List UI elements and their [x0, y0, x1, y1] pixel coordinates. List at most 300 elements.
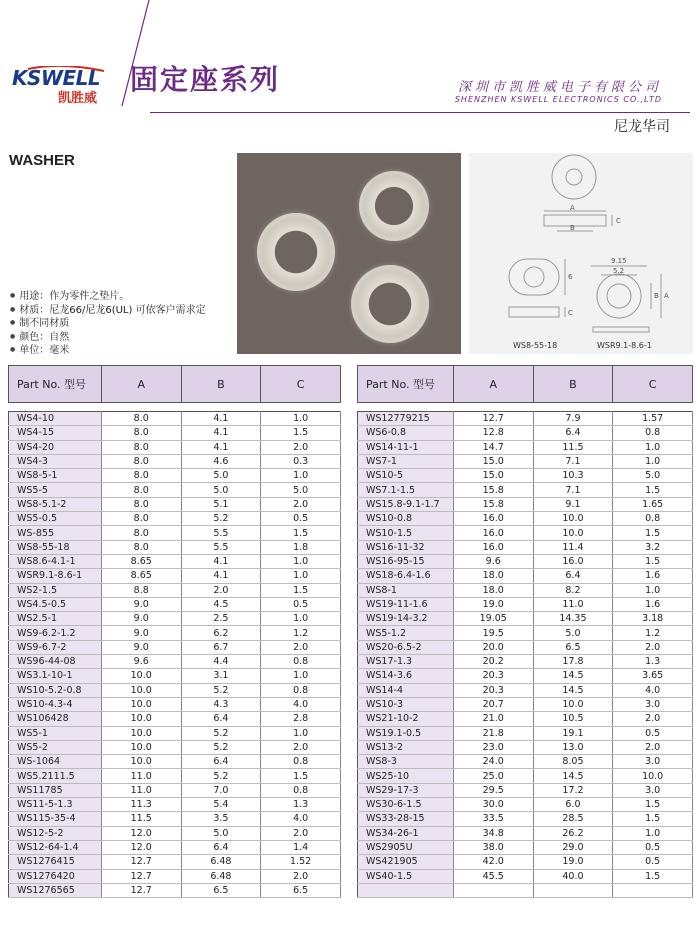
dimension-c-cell: 0.8	[261, 755, 341, 769]
table-row	[358, 769, 693, 783]
part-number-cell: WS10-5	[358, 469, 454, 483]
table-row	[9, 655, 341, 669]
dimension-a-cell: 10.0	[101, 683, 181, 697]
dimension-a-label: A	[664, 292, 669, 300]
dimension-c-cell: 1.0	[613, 826, 693, 840]
part-number-cell: WS17-1.3	[358, 655, 454, 669]
dimension-c-cell: 4.0	[261, 697, 341, 711]
table-row	[358, 783, 693, 797]
part-number-cell: WS5-1	[9, 726, 102, 740]
column-header-part-no: Part No. 型号	[358, 366, 454, 403]
dimension-b-cell: 5.4	[181, 798, 261, 812]
dimension-c-cell: 1.2	[613, 626, 693, 640]
table-row	[358, 826, 693, 840]
table-row	[358, 583, 693, 597]
table-row	[358, 726, 693, 740]
dimension-b-cell: 13.0	[533, 740, 613, 754]
table-row	[9, 540, 341, 554]
dimension-a-cell: 8.0	[101, 497, 181, 511]
company-name-cn: 深圳市凯胜威电子有限公司	[457, 80, 662, 95]
dimension-b-cell: 4.1	[181, 569, 261, 583]
dimension-b-cell: 11.5	[533, 440, 613, 454]
part-number-cell	[358, 883, 454, 897]
dimension-a-cell: 9.6	[101, 655, 181, 669]
part-number-cell: WS34-26-1	[358, 826, 454, 840]
dimension-c-cell: 0.5	[613, 726, 693, 740]
header-rule	[150, 112, 690, 113]
dimension-c-cell: 10.0	[613, 769, 693, 783]
dimension-c-cell: 3.2	[613, 540, 693, 554]
dimension-a-cell: 8.0	[101, 469, 181, 483]
dimension-a-cell: 10.0	[101, 669, 181, 683]
dimension-c-cell	[613, 883, 693, 897]
drawing-label-ws8-55-18: WS8-55-18	[513, 341, 558, 350]
table-row	[9, 726, 341, 740]
dimension-b-cell: 5.2	[181, 512, 261, 526]
dimension-drawing	[469, 153, 693, 354]
dimension-b-cell: 6.2	[181, 626, 261, 640]
dimension-a-cell: 21.0	[453, 712, 533, 726]
dimension-a-cell: 8.65	[101, 569, 181, 583]
table-row	[9, 412, 341, 426]
dimension-a-cell: 11.0	[101, 783, 181, 797]
dimension-c-cell: 0.8	[613, 426, 693, 440]
table-row	[9, 440, 341, 454]
dimension-b-cell: 6.4	[181, 712, 261, 726]
dimension-c-cell: 2.0	[261, 640, 341, 654]
dimension-915-label: 9.15	[611, 257, 627, 265]
part-number-cell: WS5-1.2	[358, 626, 454, 640]
dimension-c-cell: 3.65	[613, 669, 693, 683]
part-number-cell: WS12-64-1.4	[9, 840, 102, 854]
dimension-a-cell: 16.0	[453, 540, 533, 554]
dimension-a-cell: 20.3	[453, 683, 533, 697]
dimension-a-cell: 10.0	[101, 755, 181, 769]
dimension-a-cell: 21.8	[453, 726, 533, 740]
dimension-c-cell: 0.8	[261, 683, 341, 697]
dimension-b-cell: 19.1	[533, 726, 613, 740]
dimension-a-cell: 45.5	[453, 869, 533, 883]
dimension-a-cell: 8.0	[101, 440, 181, 454]
table-row	[9, 883, 341, 897]
dimension-b-cell: 6.4	[533, 569, 613, 583]
dimension-c-cell: 3.0	[613, 755, 693, 769]
dimension-c-cell: 1.5	[261, 426, 341, 440]
dimension-b-cell: 6.4	[533, 426, 613, 440]
dimension-a-cell: 23.0	[453, 740, 533, 754]
technical-drawing	[469, 153, 693, 354]
dimension-a-cell: 19.05	[453, 612, 533, 626]
dimension-a-cell: 10.0	[101, 740, 181, 754]
table-body-right	[358, 412, 693, 898]
feature-item: ● 制不同材质	[10, 318, 206, 332]
dimension-c-cell: 2.0	[261, 740, 341, 754]
dimension-a-cell: 16.0	[453, 526, 533, 540]
part-number-cell: WS1276565	[9, 883, 102, 897]
table-row	[358, 683, 693, 697]
part-number-cell: WS96-44-08	[9, 655, 102, 669]
feature-item: ● 单位：毫米	[10, 345, 206, 359]
dimension-b-cell: 10.0	[533, 697, 613, 711]
dimension-b-cell: 14.5	[533, 669, 613, 683]
part-number-cell: WS3.1-10-1	[9, 669, 102, 683]
dimension-a-cell: 16.0	[453, 512, 533, 526]
part-number-cell: WS115-35-4	[9, 812, 102, 826]
dimension-c-cell: 0.5	[613, 840, 693, 854]
part-number-cell: WS30-6-1.5	[358, 798, 454, 812]
dimension-c-cell: 1.5	[613, 798, 693, 812]
table-row	[9, 597, 341, 611]
table-row	[9, 640, 341, 654]
dimension-c-cell: 1.3	[261, 798, 341, 812]
table-row	[358, 497, 693, 511]
part-number-cell: WS4-10	[9, 412, 102, 426]
table-row	[358, 554, 693, 568]
table-row	[358, 569, 693, 583]
table-row	[9, 712, 341, 726]
table-row	[358, 755, 693, 769]
dimension-c-cell: 3.18	[613, 612, 693, 626]
dimension-a-cell: 8.0	[101, 483, 181, 497]
dimension-c-cell: 2.0	[261, 869, 341, 883]
dimension-c-cell: 1.4	[261, 840, 341, 854]
dimension-b-cell	[533, 883, 613, 897]
dimension-c-cell: 1.0	[261, 469, 341, 483]
table-row	[9, 869, 341, 883]
dimension-b-cell: 17.2	[533, 783, 613, 797]
dimension-b-cell: 40.0	[533, 869, 613, 883]
dimension-b-cell: 14.5	[533, 683, 613, 697]
washer-image	[359, 171, 429, 241]
dimension-c-cell: 1.5	[613, 554, 693, 568]
column-header-a: A	[453, 366, 533, 403]
part-number-cell: WS6-0.8	[358, 426, 454, 440]
feature-item: ● 材质：尼龙66/尼龙6(UL) 可依客户需求定	[10, 305, 206, 319]
dimension-b-cell: 5.0	[181, 483, 261, 497]
dimension-a-cell: 12.0	[101, 840, 181, 854]
dimension-c-cell: 4.0	[613, 683, 693, 697]
table-row	[358, 798, 693, 812]
dimension-b-cell: 29.0	[533, 840, 613, 854]
dimension-b-cell: 26.2	[533, 826, 613, 840]
dimension-b-cell: 14.35	[533, 612, 613, 626]
column-header-c: C	[613, 366, 693, 403]
dimension-a-cell: 8.8	[101, 583, 181, 597]
part-number-cell: WS18-6.4-1.6	[358, 569, 454, 583]
dimension-c-label: C	[616, 217, 621, 225]
table-row	[9, 826, 341, 840]
dimension-b-cell: 7.1	[533, 483, 613, 497]
table-row	[9, 755, 341, 769]
dimension-c-cell: 2.0	[613, 712, 693, 726]
dimension-c-cell: 3.0	[613, 783, 693, 797]
dimension-52-label: 5.2	[613, 267, 625, 275]
table-row	[9, 554, 341, 568]
part-number-cell: WS5-5	[9, 483, 102, 497]
part-number-cell: WS19-11-1.6	[358, 597, 454, 611]
part-number-cell: WS106428	[9, 712, 102, 726]
part-number-cell: WS15.8-9.1-1.7	[358, 497, 454, 511]
dimension-a-cell: 12.8	[453, 426, 533, 440]
dimension-b-cell: 5.0	[181, 826, 261, 840]
table-row	[358, 883, 693, 897]
dimension-c-cell: 1.2	[261, 626, 341, 640]
dimension-c-cell: 1.65	[613, 497, 693, 511]
table-row	[9, 840, 341, 854]
dimension-c-cell: 1.0	[613, 454, 693, 468]
table-row	[358, 855, 693, 869]
dimension-a-label: A	[570, 204, 575, 212]
table-row	[358, 640, 693, 654]
dimension-c-cell: 6.5	[261, 883, 341, 897]
feature-item: ● 颜色：自然	[10, 332, 206, 346]
table-row	[358, 712, 693, 726]
part-number-cell: WS7-1	[358, 454, 454, 468]
dimension-b-cell: 3.5	[181, 812, 261, 826]
dimension-c-cell: 1.52	[261, 855, 341, 869]
part-number-cell: WS5-0.5	[9, 512, 102, 526]
dimension-b-cell: 14.5	[533, 769, 613, 783]
dimension-a-cell: 12.0	[101, 826, 181, 840]
dimension-b-cell: 11.4	[533, 540, 613, 554]
part-number-cell: WS4-15	[9, 426, 102, 440]
part-number-cell: WS10-3	[358, 697, 454, 711]
part-number-cell: WS33-28-15	[358, 812, 454, 826]
table-row	[358, 812, 693, 826]
part-number-cell: WS12-5-2	[9, 826, 102, 840]
dimension-a-cell	[453, 883, 533, 897]
part-number-cell: WS10-4.3-4	[9, 697, 102, 711]
dimension-a-cell: 10.0	[101, 712, 181, 726]
table-row	[9, 697, 341, 711]
dimension-a-cell: 8.0	[101, 512, 181, 526]
dimension-b-cell: 6.48	[181, 855, 261, 869]
dimension-b-cell: 7.9	[533, 412, 613, 426]
table-row	[9, 497, 341, 511]
dimension-a-cell: 8.0	[101, 426, 181, 440]
dimension-6-label: 6	[568, 273, 573, 281]
dimension-b-cell: 10.0	[533, 526, 613, 540]
dimension-a-cell: 18.0	[453, 583, 533, 597]
table-body-left	[9, 412, 341, 898]
table-row	[358, 454, 693, 468]
dimension-c-cell: 1.6	[613, 569, 693, 583]
table-row	[9, 469, 341, 483]
part-number-cell: WS1276415	[9, 855, 102, 869]
logo-chinese-text: 凯胜威	[58, 91, 98, 106]
washer-image	[257, 213, 335, 291]
dimension-c-cell: 3.0	[613, 697, 693, 711]
dimension-c-cell: 1.5	[261, 769, 341, 783]
dimension-a-cell: 25.0	[453, 769, 533, 783]
table-row	[9, 683, 341, 697]
part-number-cell: WS8-5-1	[9, 469, 102, 483]
part-number-cell: WS421905	[358, 855, 454, 869]
table-row	[358, 526, 693, 540]
dimension-b-cell: 17.8	[533, 655, 613, 669]
spec-table-left	[8, 365, 341, 898]
table-row	[9, 526, 341, 540]
dimension-a-cell: 38.0	[453, 840, 533, 854]
part-number-cell: WS13-2	[358, 740, 454, 754]
dimension-a-cell: 9.0	[101, 612, 181, 626]
dimension-b-cell: 8.2	[533, 583, 613, 597]
dimension-a-cell: 24.0	[453, 755, 533, 769]
dimension-c-cell: 1.0	[613, 440, 693, 454]
dimension-a-cell: 20.2	[453, 655, 533, 669]
dimension-b-label: B	[654, 292, 659, 300]
table-row	[358, 469, 693, 483]
dimension-c-label: C	[568, 309, 573, 317]
part-number-cell: WSR9.1-8.6-1	[9, 569, 102, 583]
dimension-a-cell: 8.0	[101, 540, 181, 554]
part-number-cell: WS8-55-18	[9, 540, 102, 554]
part-number-cell: WS-855	[9, 526, 102, 540]
dimension-b-cell: 5.2	[181, 683, 261, 697]
part-number-cell: WS4.5-0.5	[9, 597, 102, 611]
dimension-a-cell: 18.0	[453, 569, 533, 583]
logo-text: KSWELL	[12, 66, 101, 90]
dimension-c-cell: 1.0	[261, 612, 341, 626]
dimension-c-cell: 1.0	[261, 726, 341, 740]
table-row	[9, 483, 341, 497]
drawing-label-wsr9-1: WSR9.1-8.6-1	[597, 341, 652, 350]
table-row	[9, 669, 341, 683]
dimension-a-cell: 30.0	[453, 798, 533, 812]
table-row	[9, 583, 341, 597]
dimension-b-cell: 5.5	[181, 526, 261, 540]
part-number-cell: WS-1064	[9, 755, 102, 769]
table-row	[358, 512, 693, 526]
dimension-b-cell: 10.5	[533, 712, 613, 726]
dimension-b-cell: 4.1	[181, 412, 261, 426]
dimension-a-cell: 8.0	[101, 526, 181, 540]
dimension-b-cell: 10.3	[533, 469, 613, 483]
dimension-b-cell: 4.1	[181, 426, 261, 440]
material-label: 尼龙华司	[614, 119, 670, 135]
dimension-c-cell: 1.0	[261, 669, 341, 683]
dimension-b-cell: 5.5	[181, 540, 261, 554]
table-row	[358, 655, 693, 669]
dimension-c-cell: 5.0	[613, 469, 693, 483]
part-number-cell: WS29-17-3	[358, 783, 454, 797]
dimension-c-cell: 1.5	[613, 812, 693, 826]
dimension-b-cell: 6.4	[181, 755, 261, 769]
table-row	[9, 769, 341, 783]
dimension-a-cell: 20.0	[453, 640, 533, 654]
dimension-b-label: B	[570, 224, 575, 232]
column-header-b: B	[533, 366, 613, 403]
dimension-c-cell: 0.8	[613, 512, 693, 526]
column-header-c: C	[261, 366, 341, 403]
dimension-a-cell: 9.0	[101, 640, 181, 654]
table-row	[358, 740, 693, 754]
dimension-b-cell: 4.4	[181, 655, 261, 669]
dimension-b-cell: 11.0	[533, 597, 613, 611]
table-row	[9, 812, 341, 826]
product-photo	[237, 153, 461, 354]
dimension-c-cell: 1.0	[613, 583, 693, 597]
dimension-c-cell: 1.0	[261, 569, 341, 583]
dimension-a-cell: 12.7	[101, 855, 181, 869]
dimension-a-cell: 11.5	[101, 812, 181, 826]
dimension-a-cell: 14.7	[453, 440, 533, 454]
part-number-cell: WS16-95-15	[358, 554, 454, 568]
dimension-b-cell: 5.0	[533, 626, 613, 640]
dimension-c-cell: 0.8	[261, 655, 341, 669]
part-number-cell: WS11-5-1.3	[9, 798, 102, 812]
dimension-a-cell: 11.3	[101, 798, 181, 812]
dimension-c-cell: 1.5	[613, 869, 693, 883]
table-row	[358, 597, 693, 611]
dimension-a-cell: 42.0	[453, 855, 533, 869]
dimension-a-cell: 15.8	[453, 497, 533, 511]
dimension-a-cell: 8.0	[101, 454, 181, 468]
table-row	[358, 840, 693, 854]
table-row	[358, 669, 693, 683]
dimension-b-cell: 5.2	[181, 740, 261, 754]
dimension-a-cell: 34.8	[453, 826, 533, 840]
table-row	[358, 697, 693, 711]
part-number-cell: WS8-3	[358, 755, 454, 769]
feature-list	[10, 291, 206, 359]
table-row	[358, 540, 693, 554]
dimension-b-cell: 28.5	[533, 812, 613, 826]
part-number-cell: WS5-2	[9, 740, 102, 754]
part-number-cell: WS14-4	[358, 683, 454, 697]
table-row	[9, 783, 341, 797]
dimension-b-cell: 5.2	[181, 726, 261, 740]
dimension-a-cell: 19.5	[453, 626, 533, 640]
dimension-a-cell: 11.0	[101, 769, 181, 783]
dimension-c-cell: 2.0	[261, 440, 341, 454]
table-row	[9, 454, 341, 468]
part-number-cell: WS11785	[9, 783, 102, 797]
table-row	[358, 612, 693, 626]
part-number-cell: WS2.5-1	[9, 612, 102, 626]
feature-item: ● 用途：作为零件之垫片。	[10, 291, 206, 305]
dimension-c-cell: 1.0	[261, 412, 341, 426]
part-number-cell: WS2-1.5	[9, 583, 102, 597]
table-row	[9, 512, 341, 526]
part-number-cell: WS7.1-1.5	[358, 483, 454, 497]
dimension-c-cell: 1.57	[613, 412, 693, 426]
part-number-cell: WS21-10-2	[358, 712, 454, 726]
dimension-c-cell: 5.0	[261, 483, 341, 497]
dimension-c-cell: 4.0	[261, 812, 341, 826]
dimension-b-cell: 4.6	[181, 454, 261, 468]
part-number-cell: WS16-11-32	[358, 540, 454, 554]
dimension-b-cell: 16.0	[533, 554, 613, 568]
part-number-cell: WS19.1-0.5	[358, 726, 454, 740]
part-number-cell: WS8-5.1-2	[9, 497, 102, 511]
dimension-a-cell: 9.6	[453, 554, 533, 568]
dimension-b-cell: 3.1	[181, 669, 261, 683]
table-row	[358, 626, 693, 640]
table-row	[358, 869, 693, 883]
part-number-cell: WS4-3	[9, 454, 102, 468]
part-number-cell: WS8-1	[358, 583, 454, 597]
dimension-b-cell: 4.1	[181, 554, 261, 568]
dimension-b-cell: 6.5	[533, 640, 613, 654]
part-number-cell: WS10-1.5	[358, 526, 454, 540]
part-number-cell: WS10-0.8	[358, 512, 454, 526]
dimension-c-cell: 0.3	[261, 454, 341, 468]
table-row	[9, 626, 341, 640]
dimension-b-cell: 4.1	[181, 440, 261, 454]
dimension-a-cell: 20.3	[453, 669, 533, 683]
page-header	[0, 0, 700, 135]
